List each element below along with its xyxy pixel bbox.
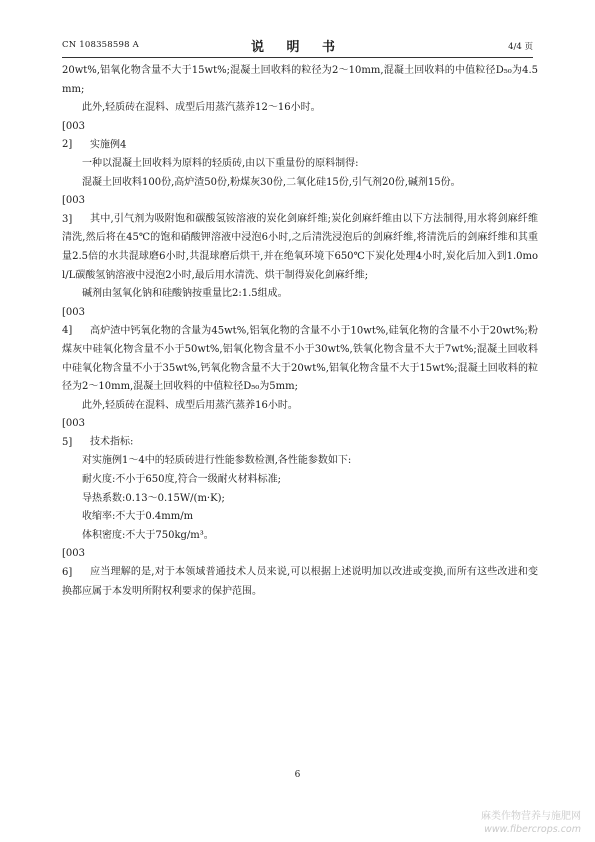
page-header — [62, 36, 533, 54]
paragraph-number: [0035] — [62, 418, 85, 448]
paragraph — [62, 527, 538, 546]
paragraph — [62, 304, 538, 397]
paragraph-text: 对实施例1～4中的轻质砖进行性能参数检测,各性能参数如下: — [82, 455, 352, 467]
paragraph — [62, 508, 538, 527]
paragraph — [62, 118, 538, 155]
paragraph — [62, 174, 538, 193]
paragraph-text: 实施例4 — [90, 139, 127, 151]
paragraph-number: [0033] — [62, 195, 85, 225]
paragraph-text: 体积密度:不大于750kg/m³。 — [82, 529, 214, 541]
paragraph-number: [0034] — [62, 306, 85, 337]
page-indicator: 4/4 页 — [508, 42, 533, 52]
paragraph-text: 技术指标: — [90, 436, 134, 448]
paragraph — [62, 545, 538, 601]
paragraph-text: 此外,轻质砖在混料、成型后用蒸汽蒸养12～16小时。 — [82, 102, 321, 114]
paragraph — [62, 471, 538, 490]
paragraph-text: 高炉渣中钙氧化物的含量为45wt%,铝氧化物的含量不小于10wt%,硅氧化物的含量不小于20wt%;粉煤灰中硅氧化物含量不小于50wt%,铝氧化物含量不小于30wt%,铁氧化物含量不大于7wt%;混凝土回收料中硅氧化物含量不小于35wt%,钙氧化物含量不大于20wt%,铝氧化物含量不大于15wt%;混凝土回收料的粒径为2～10mm,混凝土回收料的中值粒径D₅₀为5mm; — [62, 325, 538, 393]
paragraph-text: 混凝土回收料100份,高炉渣50份,粉煤灰30份,二氧化硅15份,引气剂20份,碱剂15份。 — [82, 176, 461, 188]
header-rule — [62, 57, 533, 58]
watermark — [481, 810, 581, 836]
paragraph-text: 一种以混凝土回收料为原料的轻质砖,由以下重量份的原料制得: — [82, 157, 359, 169]
paragraph — [62, 415, 538, 452]
paragraph-text: 20wt%,铝氧化物含量不大于15wt%;混凝土回收料的粒径为2～10mm,混凝土回收料的中值粒径D₅₀为4.5mm; — [62, 65, 538, 95]
paragraph — [62, 397, 538, 416]
watermark-url: www.fibercrops.com — [484, 824, 581, 835]
paragraph-number: [0032] — [62, 120, 85, 151]
paragraph-text: 导热系数:0.13～0.15W/(m·K); — [82, 492, 225, 504]
paragraph-text: 应当理解的是,对于本领域普通技术人员来说,可以根据上述说明加以改进或变换,而所有这些改进和变换都应属于本发明所附权利要求的保护范围。 — [62, 567, 538, 597]
document-body — [62, 62, 538, 601]
paragraph — [62, 62, 538, 99]
patent-number: CN 108358598 A — [62, 40, 139, 50]
paragraph — [62, 99, 538, 118]
paragraph — [62, 452, 538, 471]
document-title: 说 明 书 — [250, 40, 345, 55]
page-number: 6 — [294, 770, 301, 780]
paragraph-text: 耐火度:不小于650度,符合一级耐火材料标准; — [82, 474, 282, 486]
paragraph-text: 其中,引气剂为吸附饱和碳酸氢铵溶液的炭化剑麻纤维;炭化剑麻纤维由以下方法制得,用水将剑麻纤维清洗,然后将在45℃的饱和硝酸钾溶液中浸泡6小时,之后清洗浸泡后的剑麻纤维,将清洗后的剑麻纤维和其重量2.5倍的水共混球磨6小时,共混球磨后烘干,并在绝氧环境下650℃下炭化处理4小时,炭化后加入到1.0mol/L碳酸氢钠溶液中浸泡2小时,最后用水清洗、烘干制得炭化剑麻纤维; — [62, 213, 538, 281]
paragraph-text: 碱剂由氢氧化钠和硅酸钠按重量比2:1.5组成。 — [82, 288, 288, 300]
paragraph-number: [0036] — [62, 548, 85, 579]
paragraph — [62, 285, 538, 304]
paragraph — [62, 192, 538, 285]
watermark-title: 麻类作物营养与施肥网 — [481, 811, 581, 822]
paragraph-text: 收缩率:不大于0.4mm/m — [82, 511, 194, 523]
paragraph — [62, 490, 538, 509]
paragraph — [62, 155, 538, 174]
paragraph-text: 此外,轻质砖在混料、成型后用蒸汽蒸养16小时。 — [82, 399, 298, 411]
